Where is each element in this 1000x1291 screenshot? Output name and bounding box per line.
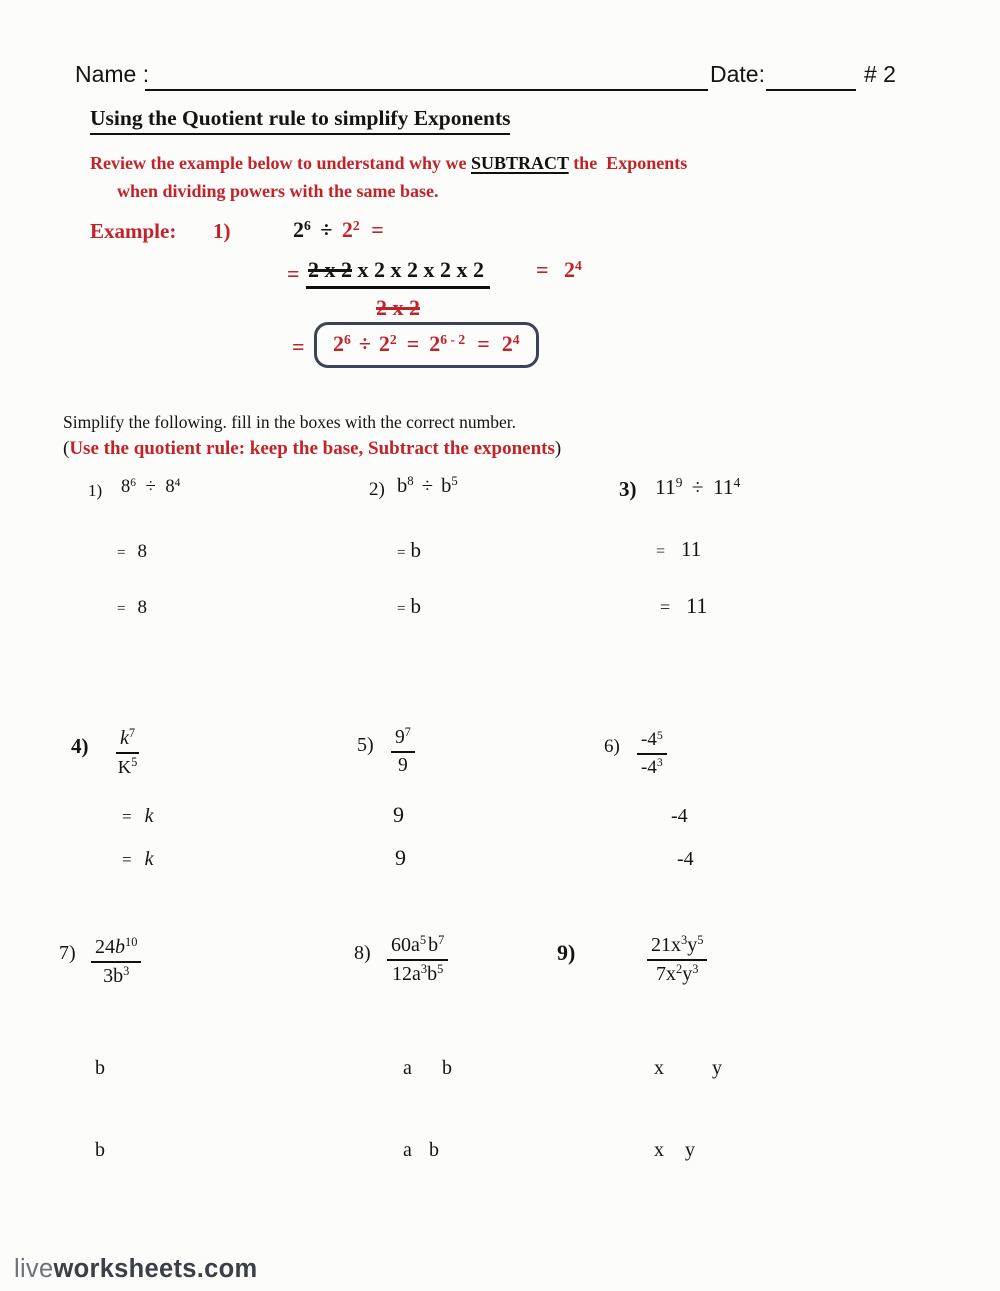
answer-1-line1: = 8 <box>117 541 147 562</box>
answer-9-line2-y: y <box>685 1139 695 1161</box>
logo-light-part: live <box>14 1255 54 1283</box>
logo-bold-part: worksheets.com <box>53 1255 258 1283</box>
answer-3-line2: = 11 <box>660 593 708 618</box>
divide-sign: ÷ <box>320 217 333 242</box>
problem-4-label: 4) <box>71 734 89 758</box>
page-number: # 2 <box>864 61 896 87</box>
boxed-equals-outside: = <box>292 334 305 359</box>
problem-5-label: 5) <box>357 734 374 756</box>
problem-8-fraction: $\frac{60a^5 b^7}{12a^3b^5}$ <box>387 934 448 986</box>
liveworksheets-logo <box>14 1255 258 1284</box>
example-expression: $2^6 \div 2^2$ = <box>293 217 384 242</box>
answer-2-line1: = b <box>397 538 421 562</box>
problem-6-fraction: $\frac{-4^5}{-4^3}$ <box>637 729 667 779</box>
review-line2: when dividing powers with the same base. <box>117 181 439 201</box>
answer-4-line2: = k <box>122 848 154 870</box>
problem-2-expression: $b^8 \div b^5$ <box>397 474 458 497</box>
problem-3-label: 3) <box>619 477 637 501</box>
answer-8-line1-b: b <box>442 1057 452 1079</box>
problem-9-label: 9) <box>557 940 576 965</box>
answer-2-line2: = b <box>397 594 421 618</box>
divide-sign: ÷ <box>691 475 704 499</box>
answer-9-line2-x: x <box>654 1139 664 1161</box>
divide-sign: ÷ <box>145 477 156 497</box>
answer-8-line2-a: a <box>403 1139 412 1161</box>
example-label: Example: <box>90 219 177 243</box>
answer-5-line2: 9 <box>395 845 406 870</box>
expansion-equals: = <box>287 261 300 286</box>
divide-sign: ÷ <box>421 475 433 497</box>
quotient-rule-reminder: Use the quotient rule: keep the base, Subtract the exponents <box>69 438 555 459</box>
instructions-line1: Simplify the following. fill in the boxes with the correct number. <box>63 412 516 432</box>
answer-3-line1: = 11 <box>656 537 702 561</box>
answer-5-line1: 9 <box>393 802 404 827</box>
instructions-line2: (Use the quotient rule: keep the base, Subtract the exponents) <box>63 438 562 459</box>
problem-3-expression: $11^9 \div 11^4$ <box>655 474 741 499</box>
answer-8-line1-a: a <box>403 1057 412 1079</box>
name-blank-line[interactable] <box>145 62 708 91</box>
answer-9-line1-x: x <box>654 1057 664 1079</box>
answer-7-line1: b <box>95 1057 105 1079</box>
problem-9-fraction: $\frac{21x^3y^5}{7x^2y^3}$ <box>647 934 707 986</box>
problem-2-label: 2) <box>369 479 385 500</box>
review-line1: Review the example below to understand why we SUBTRACT the Exponents <box>90 153 688 173</box>
answer-8-line2-b: b <box>429 1139 439 1161</box>
quotient-rule-box: $2^6$ ÷ $2^2$ = 2$^{6 - 2}$ = $2^4$ <box>314 322 539 368</box>
problem-1-expression: $8^6 \div 8^4$ <box>121 476 181 497</box>
answer-6-line2: -4 <box>677 848 694 870</box>
problem-6-label: 6) <box>604 736 620 757</box>
date-blank-line[interactable] <box>766 62 856 91</box>
name-label: Name : <box>75 61 150 87</box>
expansion-numerator: 2 x 2 x 2 x 2 x 2 x 2 <box>306 257 490 289</box>
problem-7-label: 7) <box>59 942 76 964</box>
answer-7-line2: b <box>95 1139 105 1161</box>
answer-1-line2: = 8 <box>117 597 147 618</box>
subtract-word: SUBTRACT <box>470 153 569 173</box>
divide-sign: ÷ <box>358 331 371 356</box>
expansion-denominator: 2 x 2 <box>376 295 420 320</box>
problem-1-label: 1) <box>88 481 103 500</box>
cancelled-factors: 2 x 2 <box>308 257 352 282</box>
answer-6-line1: -4 <box>671 805 688 827</box>
problem-7-fraction: $\frac{24b^{10}}{3b^3}$ <box>91 936 141 988</box>
problem-5-fraction: $\frac{9^7}{9}$ <box>391 727 415 778</box>
problem-8-label: 8) <box>354 942 371 964</box>
expansion-result: = $2^4$ <box>536 257 582 282</box>
answer-9-line1-y: y <box>712 1057 722 1079</box>
example-item-number: 1) <box>213 219 231 243</box>
answer-4-line1: = k <box>122 805 154 827</box>
page-title: Using the Quotient rule to simplify Exponents <box>90 106 510 135</box>
date-label: Date: <box>710 61 765 87</box>
problem-4-fraction: $\frac{k^7}{K^5}$ <box>117 726 138 777</box>
